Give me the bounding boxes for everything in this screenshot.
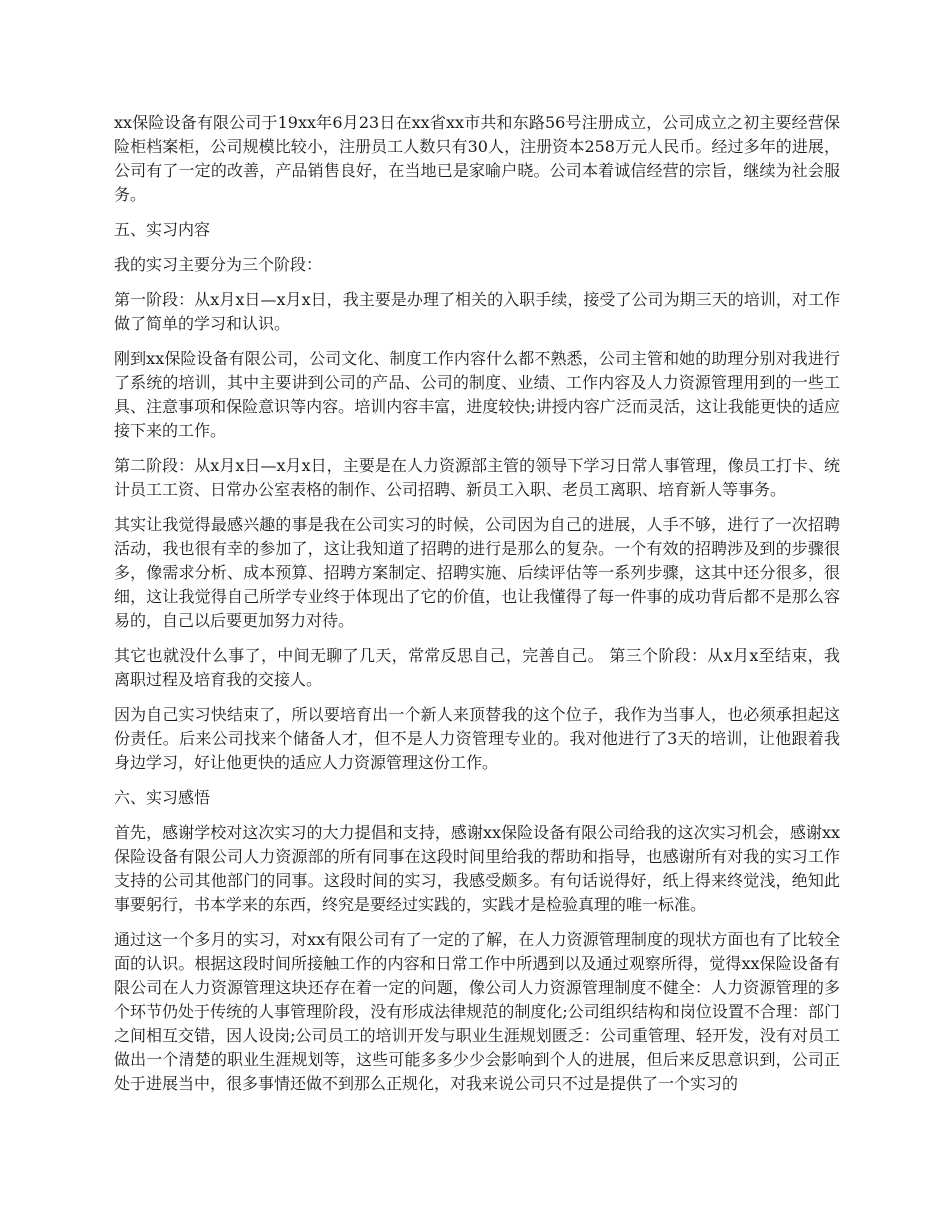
paragraph-company-intro: xx保险设备有限公司于19xx年6月23日在xx省xx市共和东路56号注册成立，公司成立之初主要经营保险柜档案柜，公司规模比较小，注册员工人数只有30人，注册资本258万元人民币。经过多年的进展，公司有了一定的改善，产品销售良好，在当地已是家喻户晓。公司本着诚信经营的宗旨，继续为社会服务。 (114, 113, 840, 204)
paragraph-handover: 因为自己实习快结束了，所以要培育出一个新人来顶替我的这个位子，我作为当事人，也必须承担起这份责任。后来公司找来个储备人才，但不是人力资管理专业的。我对他进行了3天的培训，让他跟着我身边学习，好让他更快的适应人力资源管理这份工作。 (114, 705, 840, 772)
paragraph-thanks: 首先，感谢学校对这次实习的大力提倡和支持，感谢xx保险设备有限公司给我的这次实习机会，感谢xx保险设备有限公司人力资源部的所有同事在这段时间里给我的帮助和指导，也感谢所有对我的实习工作支持的公司其他部门的同事。这段时间的实习，我感受颇多。有句话说得好，纸上得来终觉浅，绝知此事要躬行，书本学来的东西，终究是要经过实践的，实践才是检验真理的唯一标准。 (114, 823, 840, 914)
section-heading-reflections: 六、实习感悟 (114, 788, 211, 807)
paragraph-stage-two: 第二阶段：从x月x日—x月x日，主要是在人力资源部主管的领导下学习日常人事管理，像员工打卡、统计员工工资、日常办公室表格的制作、公司招聘、新员工入职、老员工离职、培育新人等事务。 (114, 456, 840, 499)
paragraph-hr-analysis: 通过这一个多月的实习，对xx有限公司有了一定的了解，在人力资源管理制度的现状方面也有了比较全面的认识。根据这段时间所接触工作的内容和日常工作中所遇到以及通过观察所得，觉得xx保险设备有限公司在人力资源管理这块还存在着一定的问题，像公司人力资源管理制度不健全：人力资源管理的多个环节仍处于传统的人事管理阶段，没有形成法律规范的制度化;公司组织结构和岗位设置不合理：部门之间相互交错，因人设岗;公司员工的培训开发与职业生涯规划匮乏：公司重管理、轻开发，没有对员工做出一个清楚的职业生涯规划等，这些可能多多少少会影响到个人的进展，但后来反思意识到，公司正处于进展当中，很多事情还做不到那么正规化，对我来说公司只不过是提供了一个实习的 (114, 930, 840, 1093)
paragraph-stage-three: 其它也就没什么事了，中间无聊了几天，常常反思自己，完善自己。 第三个阶段：从x月x至结束，我离职过程及培育我的交接人。 (114, 646, 840, 689)
paragraph-recruitment: 其实让我觉得最感兴趣的事是我在公司实习的时候，公司因为自己的进展，人手不够，进行了一次招聘活动，我也很有幸的参加了，这让我知道了招聘的进行是那么的复杂。一个有效的招聘涉及到的步骤很多，像需求分析、成本预算、招聘方案制定、招聘实施、后续评估等一系列步骤，这其中还分很多，很细，这让我觉得自己所学专业终于体现出了它的价值，也让我懂得了每一件事的成功背后都不是那么容易的，自己以后要更加努力对待。 (114, 515, 840, 630)
section-heading-internship-content: 五、实习内容 (114, 220, 211, 239)
document-page (114, 111, 840, 1107)
paragraph-three-stages: 我的实习主要分为三个阶段： (114, 255, 323, 274)
paragraph-training: 刚到xx保险设备有限公司，公司文化、制度工作内容什么都不熟悉，公司主管和她的助理分别对我进行了系统的培训，其中主要讲到公司的产品、公司的制度、业绩、工作内容及人力资源管理用到的一些工具、注意事项和保险意识等内容。培训内容丰富，进度较快;讲授内容广泛而灵活，这让我能更快的适应接下来的工作。 (114, 349, 840, 440)
paragraph-stage-one: 第一阶段：从x月x日—x月x日，我主要是办理了相关的入职手续，接受了公司为期三天的培训，对工作做了简单的学习和认识。 (114, 290, 840, 333)
